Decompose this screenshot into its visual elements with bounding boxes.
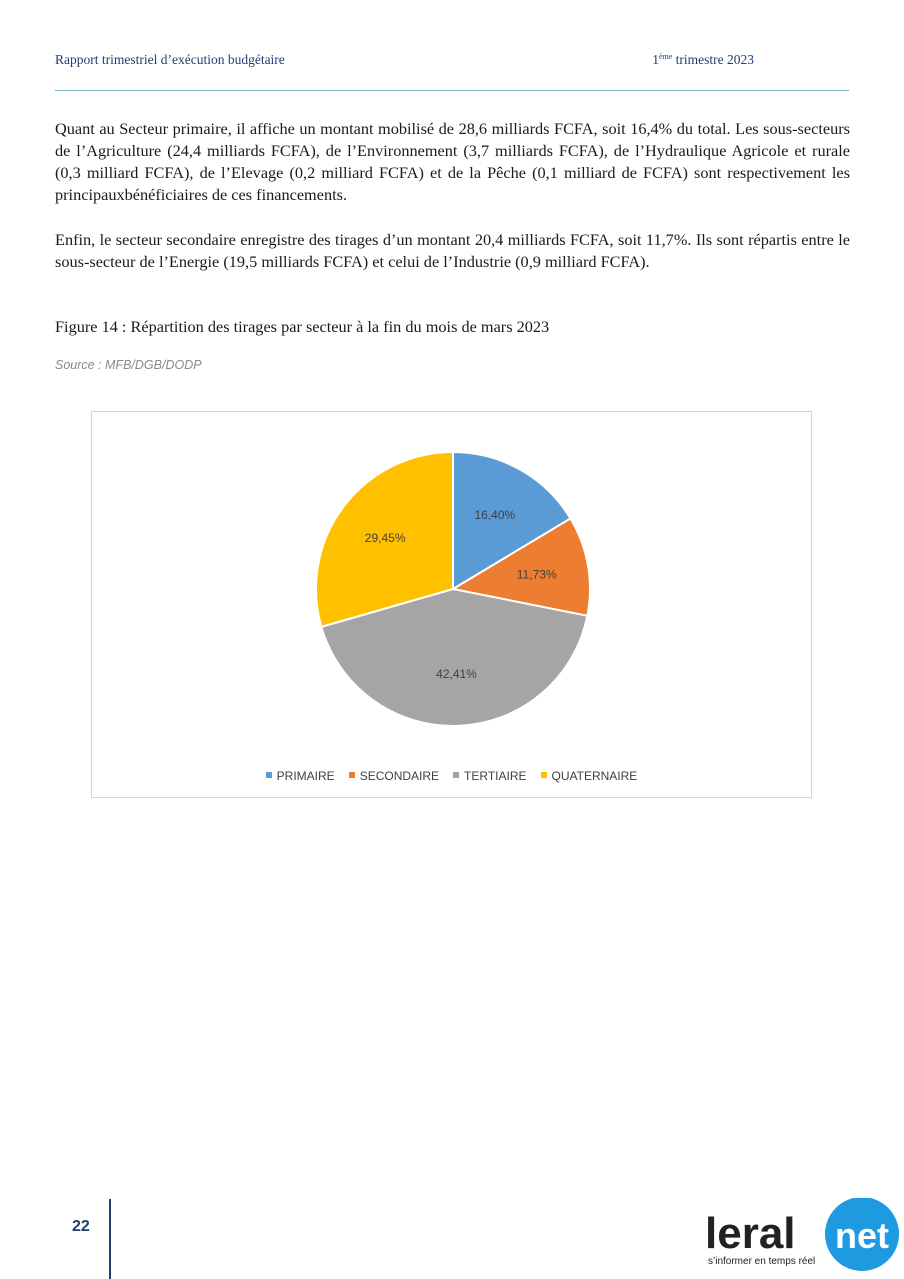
legend-swatch-tertiaire <box>453 772 459 778</box>
figure-caption: Figure 14 : Répartition des tirages par secteur à la fin du mois de mars 2023 <box>55 317 550 336</box>
figure-source: Source : MFB/DGB/DODP <box>55 358 202 372</box>
legend-label-quaternaire: QUATERNAIRE <box>551 769 638 783</box>
logo-tagline: s’informer en temps réel <box>708 1256 816 1267</box>
paragraph-primary-sector: Quant au Secteur primaire, il affiche un montant mobilisé de 28,6 milliards FCFA, soit 16,4% du total. Les sous-secteurs de l’Agriculture (24,4 milliards FCFA), de l’Environnement (3,7 milliards FCFA), de l’Hydraulique Agricole et rurale (0,3 milliard FCFA), de l’Elevage (0,2 milliard FCFA) et de la Pêche (0,1 milliard de FCFA) sont respectivement les principauxbénéficiaires de ces financements. <box>55 119 850 204</box>
legend-swatch-quaternaire <box>541 772 547 778</box>
report-period: 1ème trimestre 2023 <box>652 52 754 67</box>
pie-chart <box>92 412 813 799</box>
paragraph-secondary-sector: Enfin, le secteur secondaire enregistre des tirages d’un montant 20,4 milliards FCFA, soit 11,7%. Ils sont répartis entre le sous-secteur de l’Energie (19,5 milliards FCFA) et celui de l’Industrie (0,9 milliard FCFA). <box>55 230 850 271</box>
report-title: Rapport trimestriel d’exécution budgétaire <box>55 52 285 67</box>
chart-legend <box>92 769 811 783</box>
pie-chart-container <box>91 411 812 798</box>
legend-item-tertiaire <box>453 769 526 783</box>
legend-swatch-primaire <box>266 772 272 778</box>
logo-text-badge: net <box>835 1215 889 1256</box>
logo-text-main: leral <box>705 1209 796 1258</box>
legend-label-tertiaire: TERTIAIRE <box>464 769 527 783</box>
pie-label-primaire: 16,40% <box>474 508 516 523</box>
footer-divider <box>109 1199 111 1279</box>
legend-item-primaire <box>266 769 335 783</box>
pie-label-quaternaire: 29,45% <box>364 530 406 545</box>
page-number: 22 <box>72 1218 90 1235</box>
pie-label-tertiaire: 42,41% <box>436 666 477 681</box>
page-header <box>55 52 849 91</box>
legend-item-quaternaire <box>541 769 638 783</box>
leralnet-logo <box>700 1198 904 1279</box>
legend-label-primaire: PRIMAIRE <box>276 769 335 783</box>
legend-label-secondaire: SECONDAIRE <box>359 769 440 783</box>
legend-swatch-secondaire <box>349 772 355 778</box>
legend-item-secondaire <box>349 769 439 783</box>
pie-label-secondaire: 11,73% <box>516 567 557 582</box>
